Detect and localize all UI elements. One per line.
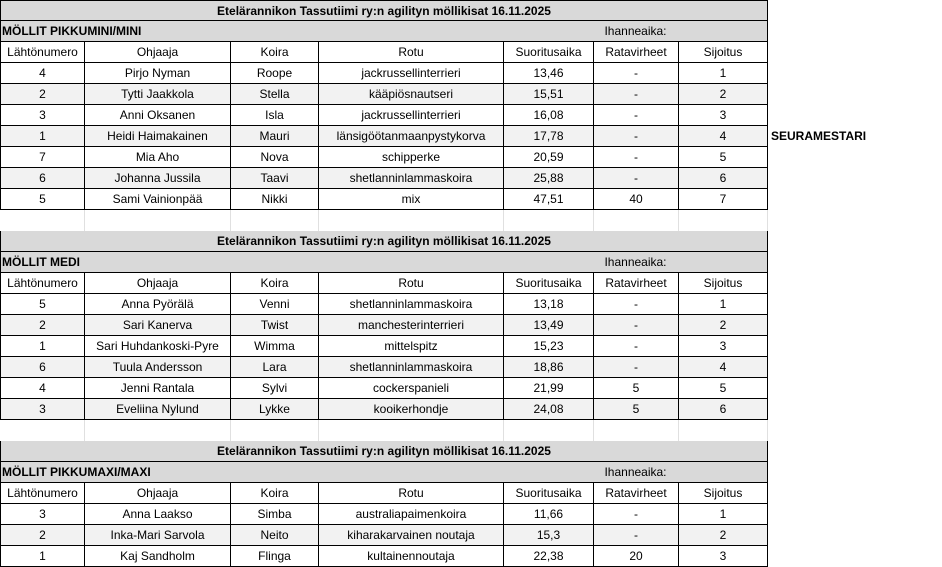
gridline bbox=[84, 420, 85, 441]
table-row bbox=[0, 525, 942, 546]
gridline bbox=[230, 210, 231, 231]
table-cell: 20,59 bbox=[504, 147, 594, 168]
column-header: Rotu bbox=[319, 42, 504, 63]
column-header: Lähtönumero bbox=[0, 273, 85, 294]
column-header: Ohjaaja bbox=[85, 42, 231, 63]
column-header: Koira bbox=[231, 42, 319, 63]
table-cell: kääpiösnautseri bbox=[319, 84, 504, 105]
column-header: Sijoitus bbox=[679, 483, 768, 504]
table-row bbox=[0, 189, 942, 210]
table-cell: australiapaimenkoira bbox=[319, 504, 504, 525]
column-header: Lähtönumero bbox=[0, 483, 85, 504]
table-cell: Jenni Rantala bbox=[85, 378, 231, 399]
table-cell: Nova bbox=[231, 147, 319, 168]
column-header: Ratavirheet bbox=[594, 42, 679, 63]
column-header: Sijoitus bbox=[679, 42, 768, 63]
table-cell: Lykke bbox=[231, 399, 319, 420]
table-cell: Anna Pyörälä bbox=[85, 294, 231, 315]
table-cell: Wimma bbox=[231, 336, 319, 357]
gridline bbox=[593, 210, 594, 231]
gridline bbox=[593, 420, 594, 441]
table-cell: shetlanninlammaskoira bbox=[319, 294, 504, 315]
table-cell: 1 bbox=[0, 546, 85, 567]
table-cell: Neito bbox=[231, 525, 319, 546]
table-cell: mittelspitz bbox=[319, 336, 504, 357]
table-cell: 1 bbox=[679, 294, 768, 315]
column-header: Rotu bbox=[319, 483, 504, 504]
table-cell: 40 bbox=[594, 189, 679, 210]
section-title-row bbox=[0, 231, 942, 252]
table-cell: 4 bbox=[679, 126, 768, 147]
column-header: Suoritusaika bbox=[504, 273, 594, 294]
table-cell: Tuula Andersson bbox=[85, 357, 231, 378]
table-cell: 1 bbox=[0, 126, 85, 147]
table-cell: Inka-Mari Sarvola bbox=[85, 525, 231, 546]
table-cell: 20 bbox=[594, 546, 679, 567]
gridline bbox=[318, 210, 319, 231]
class-header-row bbox=[0, 252, 942, 273]
table-cell: - bbox=[594, 105, 679, 126]
column-header-row bbox=[0, 483, 942, 504]
table-row bbox=[0, 336, 942, 357]
table-cell: schipperke bbox=[319, 147, 504, 168]
table-cell: jackrussellinterrieri bbox=[319, 105, 504, 126]
gridline bbox=[767, 210, 768, 231]
table-cell: Isla bbox=[231, 105, 319, 126]
table-cell: Kaj Sandholm bbox=[85, 546, 231, 567]
table-cell: 13,49 bbox=[504, 315, 594, 336]
table-cell: 1 bbox=[679, 504, 768, 525]
table-cell: - bbox=[594, 126, 679, 147]
table-cell: 2 bbox=[0, 84, 85, 105]
table-row bbox=[0, 105, 942, 126]
table-cell: 3 bbox=[0, 105, 85, 126]
table-cell: Sylvi bbox=[231, 378, 319, 399]
table-cell: 5 bbox=[0, 294, 85, 315]
table-cell: 1 bbox=[679, 63, 768, 84]
gridline bbox=[503, 210, 504, 231]
table-cell: 2 bbox=[0, 315, 85, 336]
table-cell: 13,18 bbox=[504, 294, 594, 315]
table-row bbox=[0, 315, 942, 336]
table-cell: 6 bbox=[0, 168, 85, 189]
class-name: MÖLLIT PIKKUMAXI/MAXI bbox=[0, 462, 504, 483]
table-cell: - bbox=[594, 294, 679, 315]
table-cell: 18,86 bbox=[504, 357, 594, 378]
column-header: Ohjaaja bbox=[85, 483, 231, 504]
table-row bbox=[0, 546, 942, 567]
column-header: Ratavirheet bbox=[594, 483, 679, 504]
table-cell: Anni Oksanen bbox=[85, 105, 231, 126]
table-row bbox=[0, 63, 942, 84]
column-header: Sijoitus bbox=[679, 273, 768, 294]
table-cell: 16,08 bbox=[504, 105, 594, 126]
table-cell: Anna Laakso bbox=[85, 504, 231, 525]
table-cell: 47,51 bbox=[504, 189, 594, 210]
table-cell: 7 bbox=[0, 147, 85, 168]
table-cell: - bbox=[594, 168, 679, 189]
table-cell: mix bbox=[319, 189, 504, 210]
table-cell: Sami Vainionpää bbox=[85, 189, 231, 210]
table-cell: 3 bbox=[0, 504, 85, 525]
table-cell: 25,88 bbox=[504, 168, 594, 189]
table-cell: 3 bbox=[679, 336, 768, 357]
section-title-row bbox=[0, 441, 942, 462]
table-cell: 2 bbox=[679, 84, 768, 105]
table-cell: 6 bbox=[679, 399, 768, 420]
table-cell: Sari Kanerva bbox=[85, 315, 231, 336]
table-cell: 2 bbox=[679, 315, 768, 336]
section-title: Etelärannikon Tassutiimi ry:n agilityn möllikisat 16.11.2025 bbox=[0, 0, 768, 21]
table-row bbox=[0, 294, 942, 315]
ideal-time-label: Ihanneaika: bbox=[504, 21, 768, 42]
table-cell: - bbox=[594, 63, 679, 84]
column-header: Koira bbox=[231, 483, 319, 504]
class-name: MÖLLIT PIKKUMINI/MINI bbox=[0, 21, 504, 42]
section-title: Etelärannikon Tassutiimi ry:n agilityn möllikisat 16.11.2025 bbox=[0, 231, 768, 252]
table-row bbox=[0, 357, 942, 378]
blank-row bbox=[0, 210, 942, 231]
section-title-row bbox=[0, 0, 942, 21]
table-cell: - bbox=[594, 315, 679, 336]
table-cell: 5 bbox=[679, 378, 768, 399]
table-cell: Twist bbox=[231, 315, 319, 336]
table-row bbox=[0, 126, 942, 147]
table-cell: Nikki bbox=[231, 189, 319, 210]
table-cell: kooikerhondje bbox=[319, 399, 504, 420]
table-cell: 15,51 bbox=[504, 84, 594, 105]
table-cell: 4 bbox=[679, 357, 768, 378]
column-header: Suoritusaika bbox=[504, 483, 594, 504]
ideal-time-label: Ihanneaika: bbox=[504, 252, 768, 273]
table-cell: - bbox=[594, 84, 679, 105]
table-cell: 13,46 bbox=[504, 63, 594, 84]
table-cell: Roope bbox=[231, 63, 319, 84]
table-cell: - bbox=[594, 504, 679, 525]
class-header-row bbox=[0, 21, 942, 42]
table-cell: 5 bbox=[679, 147, 768, 168]
column-header-row bbox=[0, 273, 942, 294]
table-cell: 11,66 bbox=[504, 504, 594, 525]
table-cell: 5 bbox=[594, 399, 679, 420]
table-cell: 24,08 bbox=[504, 399, 594, 420]
table-cell: 1 bbox=[0, 336, 85, 357]
table-cell: 6 bbox=[0, 357, 85, 378]
table-cell: Simba bbox=[231, 504, 319, 525]
gridline bbox=[678, 420, 679, 441]
table-row bbox=[0, 378, 942, 399]
table-cell: Johanna Jussila bbox=[85, 168, 231, 189]
table-cell: - bbox=[594, 147, 679, 168]
class-name: MÖLLIT MEDI bbox=[0, 252, 504, 273]
table-cell: Sari Huhdankoski-Pyre bbox=[85, 336, 231, 357]
table-row bbox=[0, 399, 942, 420]
table-cell: 3 bbox=[679, 105, 768, 126]
table-cell: cockerspanieli bbox=[319, 378, 504, 399]
table-cell: 17,78 bbox=[504, 126, 594, 147]
ideal-time-label: Ihanneaika: bbox=[504, 462, 768, 483]
table-cell: jackrussellinterrieri bbox=[319, 63, 504, 84]
table-cell: shetlanninlammaskoira bbox=[319, 168, 504, 189]
column-header: Ohjaaja bbox=[85, 273, 231, 294]
table-cell: Lara bbox=[231, 357, 319, 378]
blank-row bbox=[0, 420, 942, 441]
table-cell: 15,23 bbox=[504, 336, 594, 357]
table-cell: länsigöötanmaanpystykorva bbox=[319, 126, 504, 147]
gridline bbox=[767, 420, 768, 441]
column-header: Suoritusaika bbox=[504, 42, 594, 63]
table-cell: Heidi Haimakainen bbox=[85, 126, 231, 147]
table-cell: 6 bbox=[679, 168, 768, 189]
column-header-row bbox=[0, 42, 942, 63]
table-cell: Flinga bbox=[231, 546, 319, 567]
table-cell: Stella bbox=[231, 84, 319, 105]
table-cell: 3 bbox=[0, 399, 85, 420]
table-cell: Tytti Jaakkola bbox=[85, 84, 231, 105]
gridline bbox=[84, 210, 85, 231]
table-row bbox=[0, 147, 942, 168]
table-cell: 2 bbox=[0, 525, 85, 546]
table-cell: 4 bbox=[0, 378, 85, 399]
table-cell: 4 bbox=[0, 63, 85, 84]
table-cell: Mauri bbox=[231, 126, 319, 147]
class-header-row bbox=[0, 462, 942, 483]
table-cell: kultainennoutaja bbox=[319, 546, 504, 567]
table-cell: Venni bbox=[231, 294, 319, 315]
seuramestari-note: SEURAMESTARI bbox=[771, 129, 867, 143]
table-cell: - bbox=[594, 336, 679, 357]
table-cell: Pirjo Nyman bbox=[85, 63, 231, 84]
column-header: Lähtönumero bbox=[0, 42, 85, 63]
table-cell: - bbox=[594, 357, 679, 378]
table-row bbox=[0, 504, 942, 525]
table-row bbox=[0, 168, 942, 189]
gridline bbox=[678, 210, 679, 231]
table-cell: manchesterinterrieri bbox=[319, 315, 504, 336]
table-cell: 5 bbox=[594, 378, 679, 399]
gridline bbox=[230, 420, 231, 441]
table-cell: Taavi bbox=[231, 168, 319, 189]
gridline bbox=[318, 420, 319, 441]
table-cell: 2 bbox=[679, 525, 768, 546]
table-cell: 5 bbox=[0, 189, 85, 210]
table-cell: Eveliina Nylund bbox=[85, 399, 231, 420]
table-cell: Mia Aho bbox=[85, 147, 231, 168]
column-header: Rotu bbox=[319, 273, 504, 294]
table-cell: kiharakarvainen noutaja bbox=[319, 525, 504, 546]
column-header: Ratavirheet bbox=[594, 273, 679, 294]
table-cell: 21,99 bbox=[504, 378, 594, 399]
gridline bbox=[503, 420, 504, 441]
table-cell: - bbox=[594, 525, 679, 546]
table-cell: shetlanninlammaskoira bbox=[319, 357, 504, 378]
column-header: Koira bbox=[231, 273, 319, 294]
table-cell: 3 bbox=[679, 546, 768, 567]
table-cell: 15,3 bbox=[504, 525, 594, 546]
table-cell: 7 bbox=[679, 189, 768, 210]
table-cell: 22,38 bbox=[504, 546, 594, 567]
table-row bbox=[0, 84, 942, 105]
section-title: Etelärannikon Tassutiimi ry:n agilityn möllikisat 16.11.2025 bbox=[0, 441, 768, 462]
